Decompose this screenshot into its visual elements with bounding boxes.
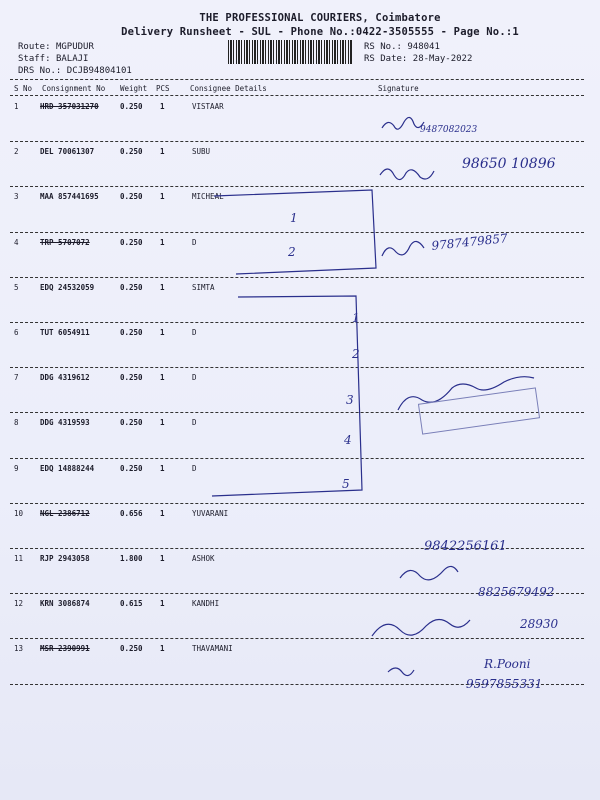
cell-consignment: MAA 857441695 <box>40 192 99 202</box>
cell-consignment: DEL 70061307 <box>40 147 95 157</box>
col-header-consignment: Consignment No <box>42 84 106 93</box>
cell-consignee: D <box>192 418 197 428</box>
drs-value: DCJB94804101 <box>66 66 132 76</box>
col-header-pcs: PCS <box>156 84 170 93</box>
row-divider <box>10 277 584 278</box>
drs-label: DRS No.: <box>18 66 62 76</box>
staff-value: BALAJI <box>55 54 89 64</box>
route-line <box>18 42 94 52</box>
cell-consignee: D <box>192 328 197 337</box>
row-divider <box>10 684 584 685</box>
scribble-row2 <box>380 169 434 180</box>
cell-consignment: DDG 4319593 <box>40 418 90 428</box>
cell-consignee: D <box>192 373 197 383</box>
hw-sig13-num: 9597855331 <box>466 677 543 691</box>
runsheet-subtitle: Delivery Runsheet - SUL - Phone No.:0422-3505555 - Page No.:1 <box>121 26 519 38</box>
cell-consignee: ASHOK <box>192 554 215 563</box>
hw-sig10: 9842256161 <box>424 539 507 554</box>
cell-consignee: VISTAAR <box>192 102 224 111</box>
cell-sno: 11 <box>14 554 24 563</box>
cell-sno: 6 <box>14 328 19 337</box>
hw-group2-mark-4: 4 <box>344 433 352 447</box>
row-divider <box>10 232 584 233</box>
cell-pcs: 1 <box>160 599 165 609</box>
cell-sno: 13 <box>14 644 24 654</box>
cell-pcs: 1 <box>160 328 165 337</box>
cell-pcs: 1 <box>160 102 165 111</box>
hw-sig1: 9487082023 <box>420 125 478 135</box>
bracket-rows-5-9 <box>212 296 362 496</box>
cell-consignment: MSR 2390991 <box>40 644 90 654</box>
header-rule-bottom <box>10 95 584 96</box>
col-header-signature: Signature <box>378 84 419 93</box>
hw-sig4: 9787479857 <box>430 231 509 253</box>
company-title: THE PROFESSIONAL COURIERS, Coimbatore <box>199 12 441 24</box>
scribble-row7 <box>398 377 534 410</box>
cell-consignment: DDG 4319612 <box>40 373 90 383</box>
header-rule-top <box>10 79 584 80</box>
hw-group2-mark-2: 2 <box>352 347 360 361</box>
row-divider <box>10 322 584 323</box>
cell-weight: 0.250 <box>120 237 143 247</box>
cell-sno: 10 <box>14 508 24 518</box>
row-divider <box>10 638 584 639</box>
rs-no-value: 948041 <box>407 42 440 52</box>
row-divider <box>10 458 584 459</box>
row-divider <box>10 141 584 142</box>
cell-pcs: 1 <box>160 147 165 157</box>
scribble-row1 <box>382 117 424 129</box>
cell-consignee: THAVAMANI <box>192 644 233 654</box>
staff-line <box>18 54 88 64</box>
cell-weight: 0.656 <box>120 508 143 518</box>
cell-consignee: KANDHI <box>192 599 220 609</box>
row-divider <box>10 186 584 187</box>
cell-consignee: MICHEAL <box>192 192 224 202</box>
col-header-sno: S No <box>14 84 33 93</box>
route-label: Route: <box>18 42 51 52</box>
rs-no-label: RS No.: <box>364 42 402 52</box>
cell-pcs: 1 <box>160 237 165 247</box>
col-header-weight: Weight <box>120 84 148 93</box>
cell-weight: 0.250 <box>120 328 143 337</box>
cell-sno: 8 <box>14 418 19 428</box>
cell-pcs: 1 <box>160 508 165 518</box>
cell-consignment: EDQ 14888244 <box>40 463 95 473</box>
cell-sno: 4 <box>14 237 19 247</box>
cell-consignment: TRP 5707072 <box>40 237 90 247</box>
rs-date-value: 28-May-2022 <box>412 54 473 64</box>
cell-weight: 0.250 <box>120 463 143 473</box>
cell-consignee: SIMTA <box>192 282 215 292</box>
route-value: MGPUDUR <box>55 42 94 52</box>
row-divider <box>10 503 584 504</box>
cell-pcs: 1 <box>160 463 165 473</box>
cell-consignee: D <box>192 237 197 247</box>
cell-sno: 3 <box>14 192 19 202</box>
cell-consignment: KRN 3086874 <box>40 599 90 609</box>
rs-date-line <box>364 54 472 64</box>
cell-weight: 0.250 <box>120 373 143 383</box>
scribble-row11 <box>400 566 458 579</box>
cell-weight: 0.250 <box>120 644 143 654</box>
cell-weight: 0.250 <box>120 418 143 428</box>
hw-sig2: 98650 10896 <box>462 156 556 172</box>
row-divider <box>10 548 584 549</box>
barcode <box>228 40 352 64</box>
cell-sno: 2 <box>14 147 19 157</box>
staff-label: Staff: <box>18 54 51 64</box>
cell-pcs: 1 <box>160 373 165 383</box>
cell-pcs: 1 <box>160 418 165 428</box>
cell-sno: 12 <box>14 599 24 609</box>
hw-group-mark-2: 2 <box>288 245 296 259</box>
cell-weight: 0.250 <box>120 282 143 292</box>
scribble-row4 <box>382 241 424 256</box>
cell-sno: 7 <box>14 373 19 383</box>
drs-line <box>18 66 132 76</box>
cell-consignee: D <box>192 463 197 473</box>
row-divider <box>10 593 584 594</box>
row-divider <box>10 412 584 413</box>
hw-sig11: 8825679492 <box>478 585 555 599</box>
scribble-row12 <box>372 619 470 636</box>
hw-sig13-name: R.Pooni <box>484 657 531 671</box>
cell-sno: 9 <box>14 463 19 473</box>
cell-pcs: 1 <box>160 192 165 202</box>
cell-consignment: EDQ 24532059 <box>40 282 95 292</box>
hw-group2-mark-3: 3 <box>346 393 354 407</box>
stamp-box <box>418 388 539 434</box>
cell-consignment: HRD 357031270 <box>40 102 99 111</box>
cell-consignee: YUVARANI <box>192 508 229 518</box>
cell-consignment: TUT 6054911 <box>40 328 90 337</box>
cell-pcs: 1 <box>160 644 165 654</box>
cell-sno: 5 <box>14 282 19 292</box>
col-header-consignee: Consignee Details <box>190 84 267 93</box>
cell-weight: 0.615 <box>120 599 143 609</box>
row-divider <box>10 367 584 368</box>
cell-weight: 1.800 <box>120 554 143 563</box>
rs-date-label: RS Date: <box>364 54 408 64</box>
cell-weight: 0.250 <box>120 102 143 111</box>
cell-consignee: SUBU <box>192 147 211 157</box>
cell-pcs: 1 <box>160 282 165 292</box>
cell-consignment: NGL 2386712 <box>40 508 90 518</box>
hw-group2-mark-1: 1 <box>352 311 360 325</box>
cell-consignment: RJP 2943058 <box>40 554 90 563</box>
hw-group-mark-1: 1 <box>290 211 298 225</box>
cell-weight: 0.250 <box>120 147 143 157</box>
cell-weight: 0.250 <box>120 192 143 202</box>
cell-pcs: 1 <box>160 554 165 563</box>
rs-no-line <box>364 42 440 52</box>
hw-group2-mark-5: 5 <box>342 477 350 491</box>
hw-sig12: 28930 <box>520 617 559 631</box>
scribble-row13 <box>388 668 414 676</box>
cell-sno: 1 <box>14 102 19 111</box>
